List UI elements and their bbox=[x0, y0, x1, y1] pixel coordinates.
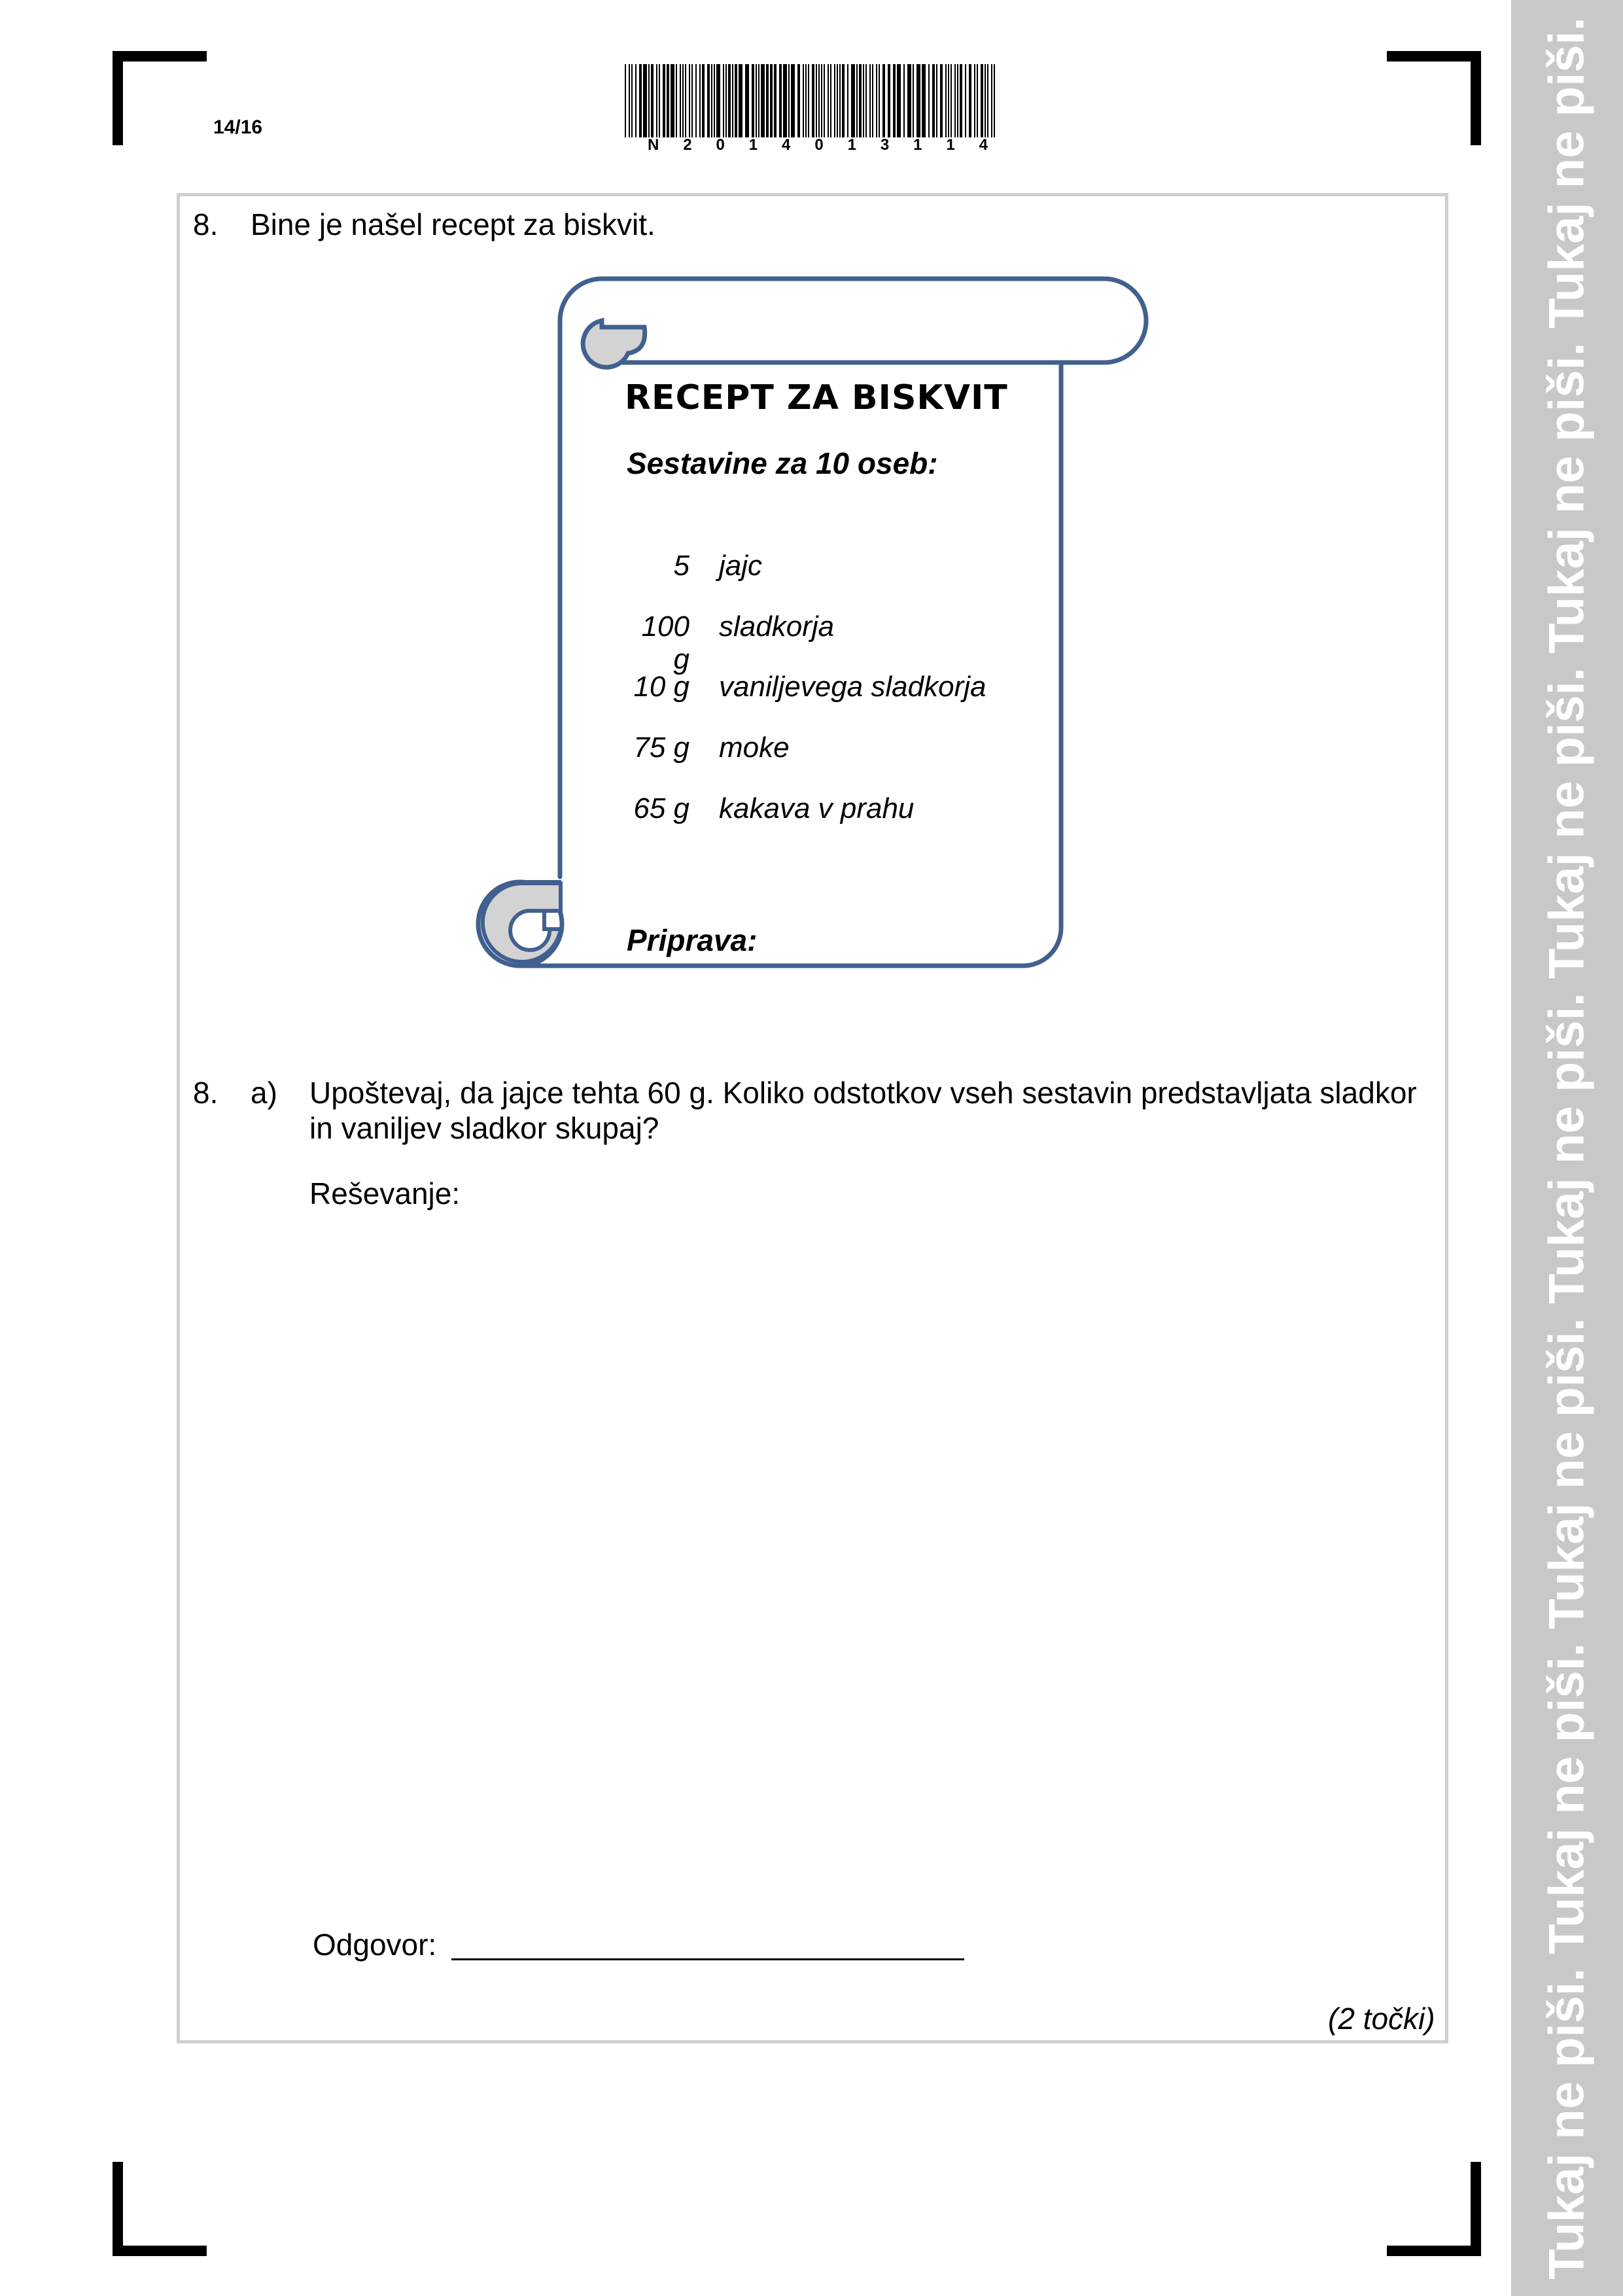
points-label: (2 točki) bbox=[1328, 2002, 1435, 2036]
part-a-number: 8. bbox=[193, 1076, 218, 1110]
barcode-digit: 0 bbox=[716, 136, 725, 154]
barcode-digit: 1 bbox=[913, 136, 922, 154]
ingredient-name: moke bbox=[719, 732, 790, 764]
barcode-digit: 2 bbox=[683, 136, 692, 154]
do-not-write-text: Tukaj ne piši. Tukaj ne piši. Tukaj ne piši. Tukaj ne piši. Tukaj ne piši. Tukaj ne piši. Tukaj ne piši. bbox=[1539, 17, 1595, 2280]
barcode-digit: 4 bbox=[782, 136, 791, 154]
barcode-digit: 0 bbox=[814, 136, 824, 154]
barcode-digit: 3 bbox=[880, 136, 890, 154]
ingredient-quantity: 65 g bbox=[633, 792, 689, 824]
ingredient-name: vaniljevega sladkorja bbox=[719, 671, 986, 703]
barcode-digit: N bbox=[648, 136, 659, 154]
answer-line[interactable] bbox=[451, 1958, 964, 1960]
barcode-digit: 4 bbox=[979, 136, 988, 154]
part-a-letter: a) bbox=[251, 1076, 277, 1110]
recipe-title: RECEPT ZA BISKVIT bbox=[625, 378, 1008, 417]
work-label: Reševanje: bbox=[309, 1176, 461, 1210]
ingredient-quantity: 10 g bbox=[633, 671, 689, 703]
scroll-top-roll bbox=[602, 279, 1146, 362]
scroll-top-curl-outline bbox=[560, 279, 602, 877]
page-number: 14/16 bbox=[213, 116, 263, 138]
answer-label: Odgovor: bbox=[313, 1928, 437, 1962]
ingredient-quantity: 5 bbox=[673, 550, 689, 582]
barcode-digit: 1 bbox=[748, 136, 758, 154]
recipe-subtitle: Sestavine za 10 oseb: bbox=[627, 446, 938, 480]
ingredient-quantity: 75 g bbox=[633, 732, 689, 764]
question-intro: Bine je našel recept za biskvit. bbox=[251, 207, 655, 241]
barcode-digit: 1 bbox=[946, 136, 955, 154]
question-number: 8. bbox=[193, 207, 218, 241]
ingredient-name: sladkorja bbox=[719, 610, 835, 643]
preparation-label: Priprava: bbox=[627, 923, 758, 957]
part-a-question: Upoštevaj, da jajce tehta 60 g. Koliko odstotkov vseh sestavin predstavljata sladkor in vaniljev sladkor skupaj? bbox=[309, 1076, 1417, 1145]
scroll-bottom-curl bbox=[478, 882, 562, 966]
ingredient-name: kakava v prahu bbox=[719, 792, 915, 824]
ingredient-name: jajc bbox=[719, 550, 763, 582]
ingredient-quantity: 100 g bbox=[641, 610, 689, 675]
barcode-digit: 1 bbox=[847, 136, 856, 154]
